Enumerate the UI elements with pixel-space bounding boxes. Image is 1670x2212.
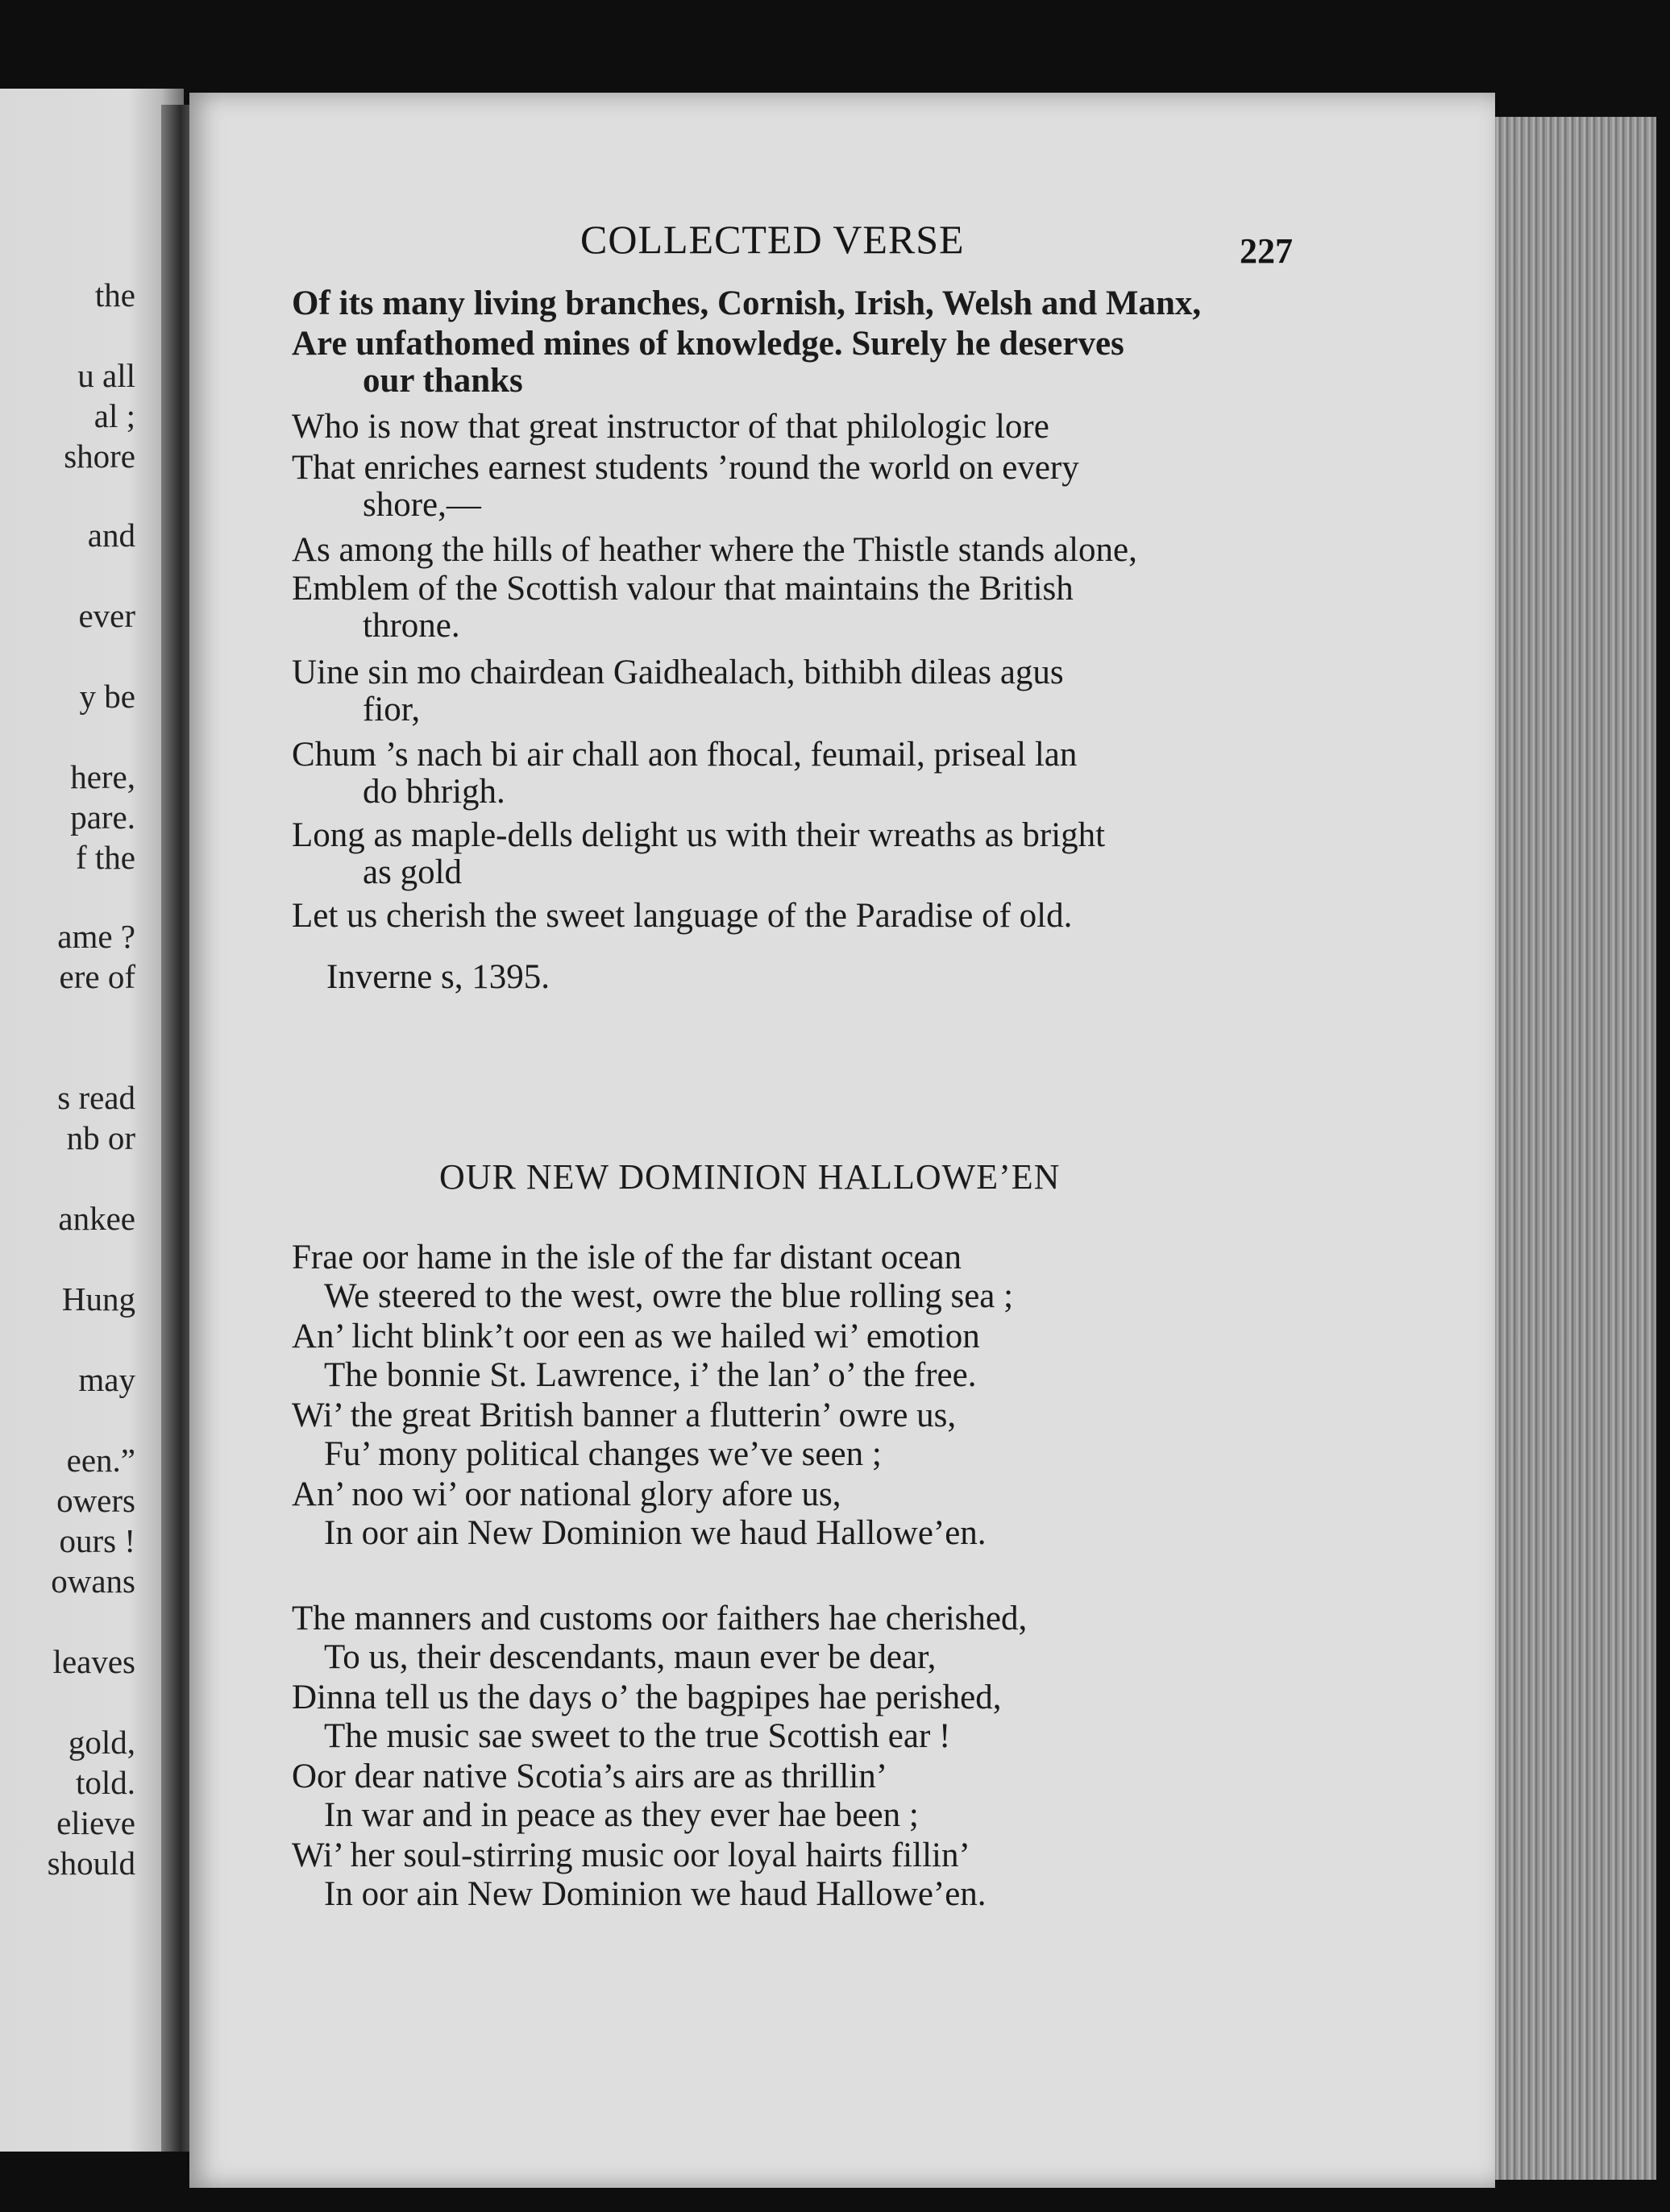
verse-line: We steered to the west, owre the blue rolling sea ; [324,1277,1014,1315]
left-page-fragment: gold, [68,1724,135,1761]
left-page-fragment: here, [70,758,135,795]
left-page-fragment: may [78,1361,135,1398]
verse-line: To us, their descendants, maun ever be dear, [324,1638,937,1676]
verse-line: Chum ’s nach bi air chall aon fhocal, feumail, priseal lan [292,736,1078,774]
verse-line-continuation: our thanks [363,362,523,400]
page-edges [1495,117,1656,2180]
verse-line-continuation: as gold [363,853,463,891]
verse-line-continuation: throne. [363,607,460,645]
poem-title: OUR NEW DOMINION HALLOWE’EN [439,1157,1061,1197]
left-page-fragment: and [87,517,135,554]
verse-line: Wi’ the great British banner a flutterin’ owre us, [292,1397,957,1434]
left-facing-page [0,89,184,2152]
verse-line: The bonnie St. Lawrence, i’ the lan’ o’ the free. [324,1356,977,1394]
verse-line: That enriches earnest students ’round the world on every [292,449,1079,487]
running-head: COLLECTED VERSE [580,217,965,262]
place-date: Inverne s, 1395. [326,958,550,996]
left-page-fragment: Hung [61,1280,135,1318]
book-gutter [161,105,193,2152]
verse-line: An’ licht blink’t oor een as we hailed wi’ emotion [292,1318,980,1355]
verse-line: Let us cherish the sweet language of the Paradise of old. [292,897,1073,935]
verse-line: In war and in peace as they ever hae been ; [324,1796,919,1834]
verse-line: Emblem of the Scottish valour that maintains the British [292,570,1074,608]
verse-line: The manners and customs oor faithers hae cherished, [292,1600,1028,1637]
verse-line: Wi’ her soul-stirring music oor loyal hairts fillin’ [292,1836,970,1874]
left-page-fragment: elieve [56,1804,135,1841]
left-page-fragment: pare. [70,799,135,836]
verse-line: Long as maple-dells delight us with their wreaths as bright [292,816,1106,854]
left-page-fragment: s read [57,1079,135,1116]
verse-line: An’ noo wi’ oor national glory afore us, [292,1475,841,1513]
verse-line: Are unfathomed mines of knowledge. Surely he deserves [292,325,1124,363]
left-page-fragment: y be [79,678,135,715]
left-page-fragment: ame ? [57,918,135,955]
verse-line-continuation: fior, [363,691,421,728]
left-page-fragment: f the [76,839,135,876]
verse-line: In oor ain New Dominion we haud Hallowe’en. [324,1875,987,1913]
verse-line: Who is now that great instructor of that philologic lore [292,408,1049,446]
left-page-fragment: ere of [59,958,135,995]
left-page-fragment: owers [56,1482,135,1519]
left-page-fragment: the [94,276,135,313]
verse-line: Of its many living branches, Cornish, Irish, Welsh and Manx, [292,284,1202,322]
left-page-fragment: ever [78,597,135,634]
left-page-fragment: leaves [52,1643,135,1680]
verse-line-continuation: shore,— [363,486,481,524]
verse-line: In oor ain New Dominion we haud Hallowe’en. [324,1514,987,1552]
left-page-fragment: shore [64,438,135,475]
verse-line: Oor dear native Scotia’s airs are as thrillin’ [292,1758,888,1795]
left-page-fragment: ours ! [59,1522,135,1559]
verse-line: The music sae sweet to the true Scottish ear ! [324,1717,951,1755]
verse-line: Dinna tell us the days o’ the bagpipes hae perished, [292,1679,1002,1716]
left-page-fragment: told. [75,1764,135,1801]
verse-line: As among the hills of heather where the Thistle stands alone, [292,531,1137,569]
left-page-fragment: een.” [66,1442,135,1479]
left-page-fragment: al ; [93,397,135,434]
verse-line: Uine sin mo chairdean Gaidhealach, bithibh dileas agus [292,654,1064,691]
left-page-fragment: ankee [58,1200,135,1237]
left-page-fragment: u all [77,357,135,394]
left-page-fragment: owans [51,1563,135,1600]
verse-line: Fu’ mony political changes we’ve seen ; [324,1435,882,1473]
page-number: 227 [1240,231,1293,271]
verse-line-continuation: do bhrigh. [363,773,505,811]
left-page-fragment: nb or [66,1119,135,1156]
verse-line: Frae oor hame in the isle of the far distant ocean [292,1239,962,1276]
left-page-fragment: should [47,1845,135,1882]
